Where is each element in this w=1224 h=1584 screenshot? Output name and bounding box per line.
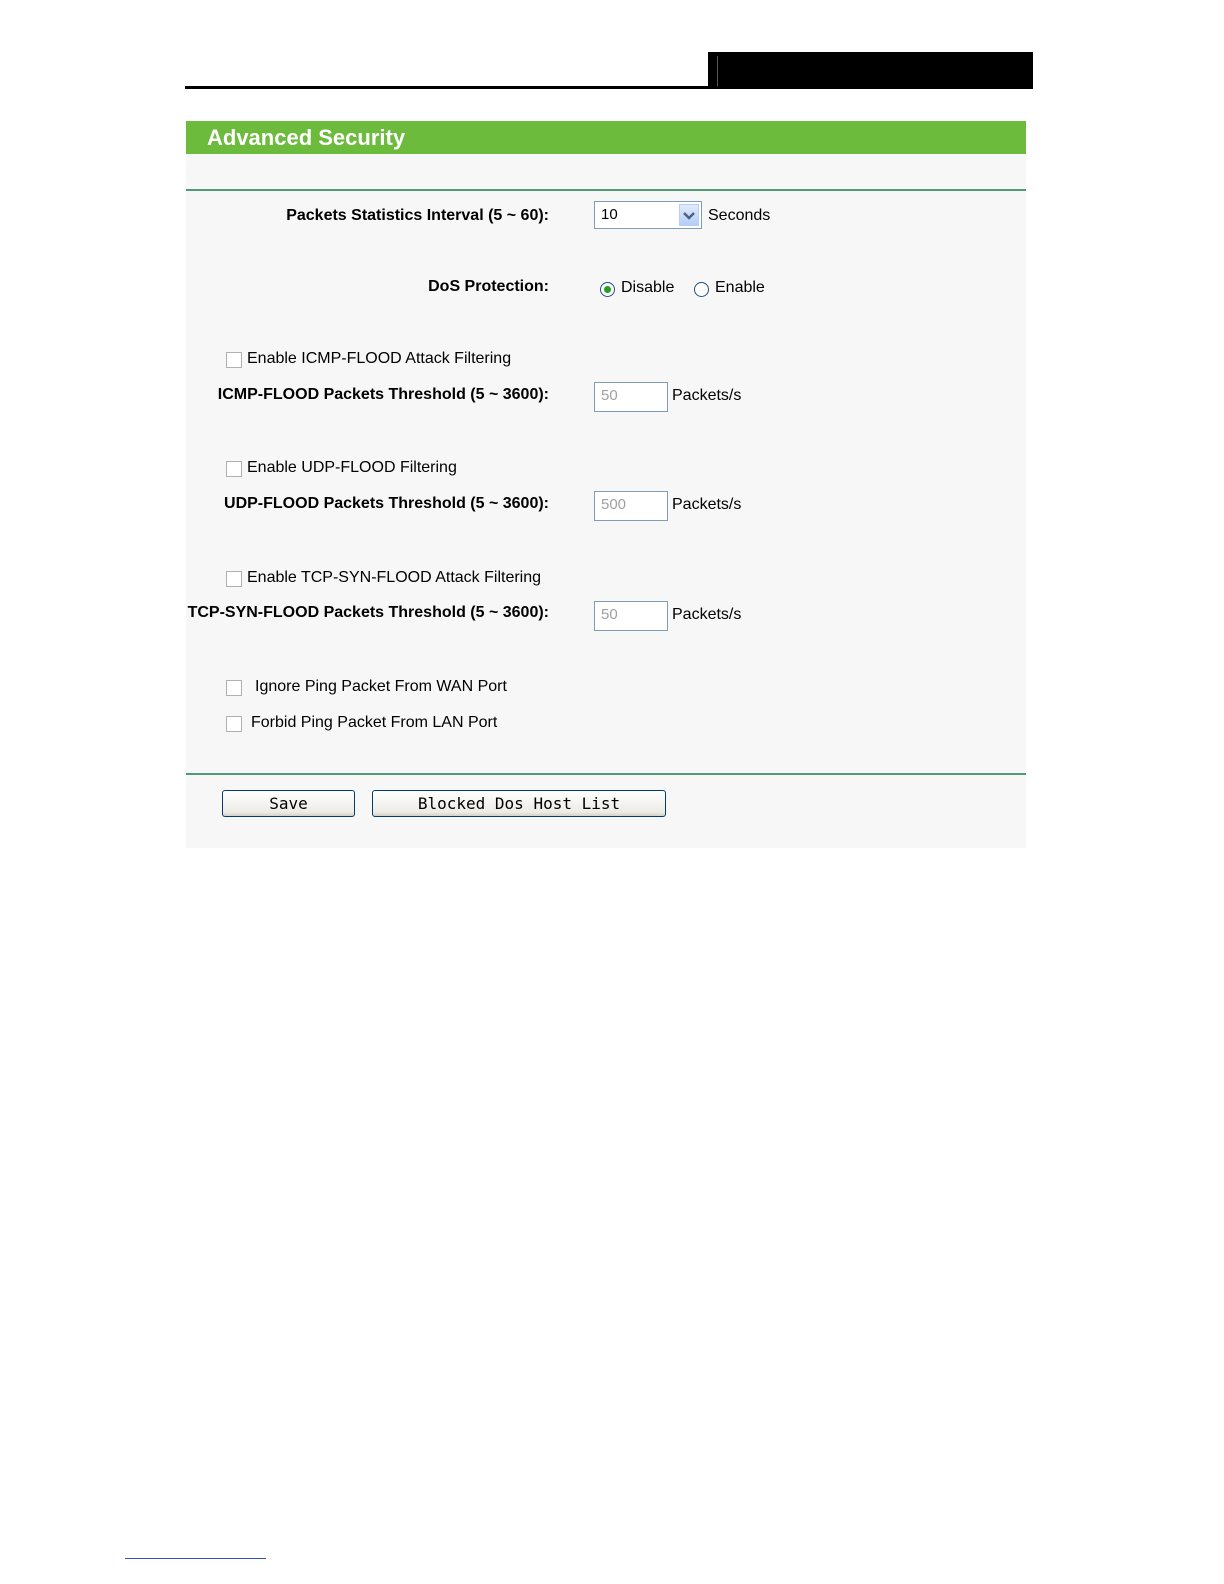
radio-dot-icon — [604, 286, 611, 293]
top-separator — [186, 189, 1026, 191]
icmp-enable-checkbox[interactable] — [226, 352, 242, 368]
tcp-threshold-unit: Packets/s — [672, 606, 742, 623]
udp-threshold-label: UDP-FLOOD Packets Threshold (5 ~ 3600): — [224, 495, 549, 512]
forbid-lan-ping-label[interactable]: Forbid Ping Packet From LAN Port — [251, 714, 498, 731]
header-black-block — [708, 52, 1033, 89]
header-block-divider — [717, 56, 718, 86]
udp-threshold-unit: Packets/s — [672, 496, 742, 513]
dos-enable-radio[interactable] — [694, 282, 709, 297]
udp-enable-label[interactable]: Enable UDP-FLOOD Filtering — [247, 459, 457, 476]
header-rule — [185, 86, 1033, 89]
save-button[interactable]: Save — [222, 790, 355, 817]
tcp-enable-checkbox[interactable] — [226, 571, 242, 587]
dos-disable-radio[interactable] — [600, 282, 615, 297]
dos-disable-label[interactable]: Disable — [621, 279, 675, 296]
tcp-enable-label[interactable]: Enable TCP-SYN-FLOOD Attack Filtering — [247, 569, 542, 586]
footer-link-underline — [125, 1558, 266, 1559]
interval-unit: Seconds — [708, 207, 771, 224]
ignore-wan-ping-label[interactable]: Ignore Ping Packet From WAN Port — [255, 678, 507, 695]
dos-protection-label: DoS Protection: — [428, 278, 549, 295]
icmp-threshold-input[interactable]: 50 — [594, 382, 668, 412]
dos-enable-label[interactable]: Enable — [715, 279, 765, 296]
blocked-dos-host-list-button[interactable]: Blocked Dos Host List — [372, 790, 666, 817]
bottom-separator — [186, 773, 1026, 775]
advanced-security-panel — [186, 121, 1026, 848]
icmp-threshold-label: ICMP-FLOOD Packets Threshold (5 ~ 3600): — [217, 386, 549, 403]
icmp-enable-label[interactable]: Enable ICMP-FLOOD Attack Filtering — [247, 350, 512, 367]
interval-select[interactable] — [594, 201, 702, 229]
chevron-down-icon[interactable] — [679, 204, 699, 226]
tcp-threshold-input[interactable]: 50 — [594, 601, 668, 631]
icmp-threshold-unit: Packets/s — [672, 387, 742, 404]
ignore-wan-ping-checkbox[interactable] — [226, 680, 242, 696]
interval-select-value: 10 — [601, 206, 618, 223]
tcp-threshold-label: TCP-SYN-FLOOD Packets Threshold (5 ~ 3600): — [187, 604, 549, 621]
forbid-lan-ping-checkbox[interactable] — [226, 716, 242, 732]
udp-enable-checkbox[interactable] — [226, 461, 242, 477]
interval-label: Packets Statistics Interval (5 ~ 60): — [286, 207, 549, 224]
udp-threshold-input[interactable]: 500 — [594, 491, 668, 521]
page-title: Advanced Security — [186, 121, 1026, 154]
